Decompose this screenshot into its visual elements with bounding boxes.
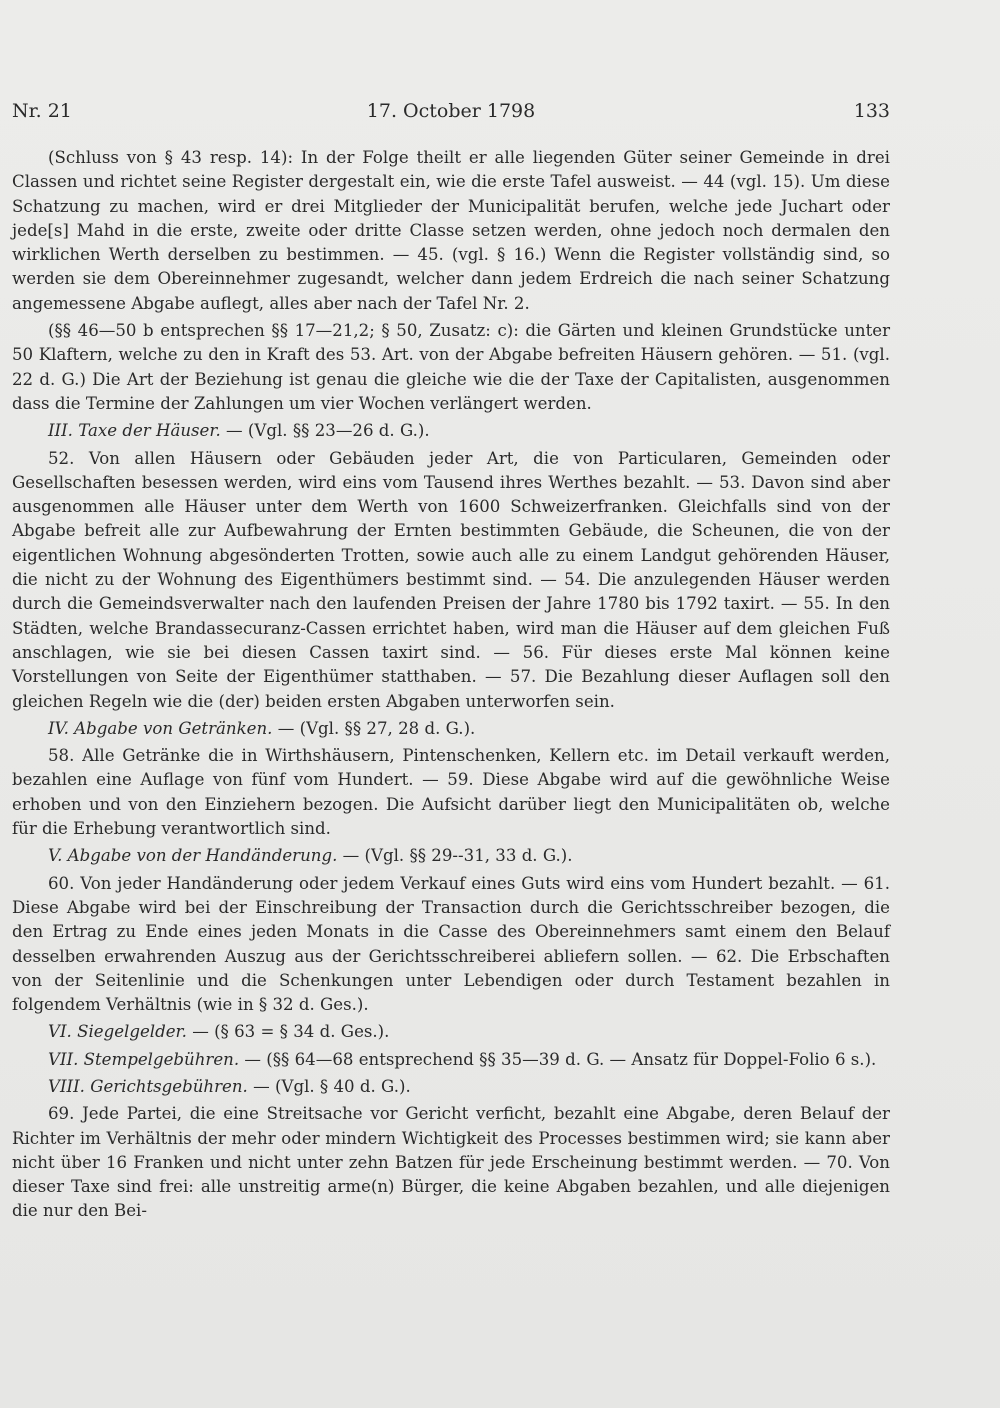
document-number: Nr. 21: [12, 100, 72, 122]
section-heading-siegelgelder: [12, 1020, 890, 1044]
paragraph-gerichtsgebuehren: 69. Jede Partei, die eine Streitsache vor Gericht verficht, bezahlt eine Abgabe, deren Belauf der Richter im Verhältnis der mehr oder mindern Wichtigkeit des Processes bestimmen wird; sie kann aber nicht über 16 Franken und nicht unter zehn Batzen für jede Erscheinung bestimmt werden. — 70. Von dieser Taxe sind frei: alle unstreitig arme(n) Bürger, die keine Abgaben bezahlen, und alle diejenigen die nur den Bei-: [12, 1104, 890, 1221]
section-heading-haeuser: [12, 419, 890, 443]
body-text: [12, 146, 890, 1224]
section-title: V. Abgabe von der Handänderung.: [48, 846, 338, 866]
section-reference: — (§ 63 = § 34 d. Ges.).: [186, 1022, 390, 1042]
section-heading-getraenke: [12, 717, 890, 741]
paragraph-handaenderung: 60. Von jeder Handänderung oder jedem Verkauf eines Guts wird eins vom Hundert bezahlt. — 61. Diese Abgabe wird bei der Einschreibung der Transaction durch die Gerichtsschreiber bezogen, die den Ertrag zu Ende eines jeden Monats in die Casse des Obereinnehmers samt einem den Belauf desselben erwahrenden Auszug aus der Gerichtsschreiberei abliefern sollen. — 62. Die Erbschaften von der Seitenlinie und die Schenkungen unter Lebendigen oder durch Testament bezahlen in folgendem Verhältnis (wie in § 32 d. Ges.).: [12, 873, 890, 1015]
section-heading-stempelgebuehren: [12, 1048, 890, 1072]
paragraph-gaerten: (§§ 46—50 b entsprechen §§ 17—21,2; § 50, Zusatz: c): die Gärten und kleinen Grundstücke unter 50 Klaftern, welche zu den in Kraft des 53. Art. von der Abgabe befreiten Häusern gehören. — 51. (vgl. 22 d. G.) Die Art der Beziehung ist genau die gleiche wie die der Taxe der Capitalisten, ausgenommen dass die Termine der Zahlungen um vier Wochen verlängert werden.: [12, 321, 890, 413]
paragraph-haeuser: 52. Von allen Häusern oder Gebäuden jeder Art, die von Particularen, Gemeinden oder Gesellschaften besessen werden, wird eins vom Tausend ihres Werthes bezahlt. — 53. Davon sind aber ausgenommen alle Häuser unter dem Werth von 1600 Schweizerfranken. Gleichfalls sind von der Abgabe befreit alle zur Aufbewahrung der Ernten bestimmten Gebäude, die Scheunen, die von der eigentlichen Wohnung abgesönderten Trotten, sowie auch alle zu einem Landgut gehörenden Häuser, die nicht zu der Wohnung des Eigenthümers bestimmt sind. — 54. Die anzulegenden Häuser werden durch die Gemeindsverwalter nach den laufenden Preisen der Jahre 1780 bis 1792 taxirt. — 55. In den Städten, welche Brandassecuranz-Cassen errichtet haben, wird man die Häuser auf dem gleichen Fuß anschlagen, wie sie bei diesen Cassen taxirt sind. — 56. Für dieses erste Mal können keine Vorstellungen von Seite der Eigenthümer statthaben. — 57. Die Bezahlung dieser Auflagen soll den gleichen Regeln wie die (der) beiden ersten Abgaben unterworfen sein.: [12, 448, 890, 711]
section-title: III. Taxe der Häuser.: [48, 421, 221, 441]
page-header: [12, 100, 890, 130]
page-number: 133: [853, 100, 890, 122]
section-reference: — (Vgl. § 40 d. G.).: [247, 1076, 411, 1096]
section-heading-gerichtsgebuehren: [12, 1075, 890, 1099]
document-date: 17. October 1798: [366, 100, 536, 122]
section-title: VIII. Gerichtsgebühren.: [48, 1076, 248, 1096]
section-reference: — (Vgl. §§ 23—26 d. G.).: [220, 421, 430, 441]
section-title: IV. Abgabe von Getränken.: [48, 718, 273, 738]
section-title: VI. Siegelgelder.: [48, 1022, 187, 1042]
section-heading-handaenderung: [12, 844, 890, 868]
section-reference: — (Vgl. §§ 27, 28 d. G.).: [272, 718, 476, 738]
section-title: VII. Stempelgebühren.: [48, 1049, 240, 1069]
section-reference: — (Vgl. §§ 29--31, 33 d. G.).: [337, 846, 573, 866]
paragraph-getraenke: 58. Alle Getränke die in Wirthshäusern, Pintenschenken, Kellern etc. im Detail verkauft werden, bezahlen eine Auflage von fünf vom Hundert. — 59. Diese Abgabe wird auf die gewöhnliche Weise erhoben und von den Einziehern bezogen. Die Aufsicht darüber liegt den Municipalitäten ob, welche für die Erhebung verantwortlich sind.: [12, 746, 890, 839]
section-reference: — (§§ 64—68 entsprechend §§ 35—39 d. G. — Ansatz für Doppel-Folio 6 s.).: [239, 1049, 877, 1069]
paragraph-schatzung: (Schluss von § 43 resp. 14): In der Folge theilt er alle liegenden Güter seiner Gemeinde in drei Classen und richtet seine Register dergestalt ein, wie die erste Tafel ausweist. — 44 (vgl. 15). Um diese Schatzung zu machen, wird er drei Mitglieder der Municipalität berufen, welche jede Juchart oder jede[s] Mahd in die erste, zweite oder dritte Classe setzen werden, ohne jedoch noch dermalen den wirklichen Werth derselben zu bestimmen. — 45. (vgl. § 16.) Wenn die Register vollständig sind, so werden sie dem Obereinnehmer zugesandt, welcher dann jedem Erdreich die nach seiner Schatzung angemessene Abgabe auflegt, alles aber nach der Tafel Nr. 2.: [12, 148, 890, 313]
